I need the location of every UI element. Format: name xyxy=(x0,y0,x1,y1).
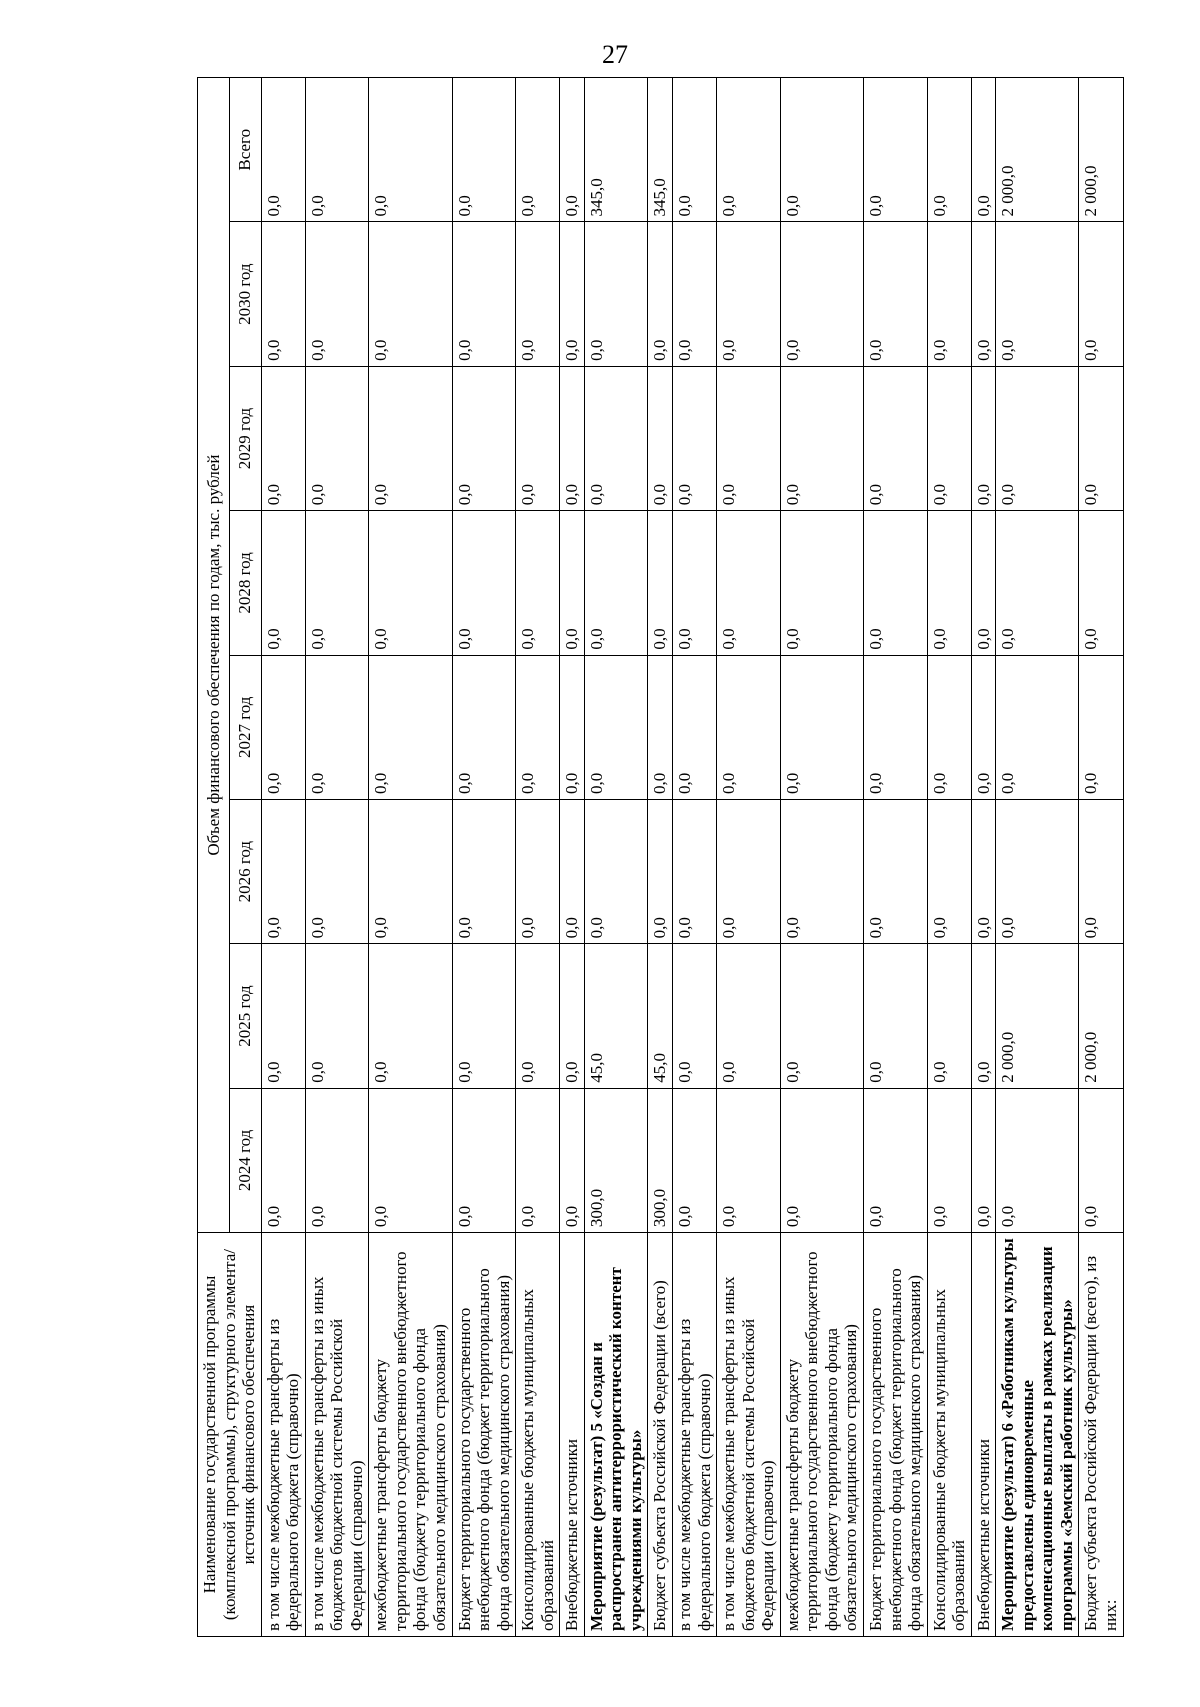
row-year-value: 0,0 xyxy=(971,511,996,655)
table-row xyxy=(927,78,971,1637)
row-year-value: 0,0 xyxy=(673,800,717,944)
row-name: в том числе межбюджетные трансферты из федерального бюджета (справочно) xyxy=(673,1233,717,1637)
row-year-value: 0,0 xyxy=(863,222,927,366)
row-year-value: 0,0 xyxy=(863,511,927,655)
row-year-value: 0,0 xyxy=(261,366,305,510)
table-row xyxy=(560,78,585,1637)
row-year-value: 45,0 xyxy=(648,944,673,1088)
row-year-value: 0,0 xyxy=(648,511,673,655)
header-year: 2027 год xyxy=(229,655,261,799)
row-year-value: 0,0 xyxy=(560,655,585,799)
row-year-value: 0,0 xyxy=(560,511,585,655)
row-total-value: 0,0 xyxy=(717,78,781,223)
row-name: Бюджет территориального государственного внебюджетного фонда (бюджет территориального фонда обязательного медицинского страхования) xyxy=(452,1233,516,1637)
table-row xyxy=(673,78,717,1637)
header-year: 2026 год xyxy=(229,800,261,944)
row-year-value: 0,0 xyxy=(516,944,560,1088)
row-year-value: 0,0 xyxy=(560,944,585,1088)
row-year-value: 0,0 xyxy=(1079,511,1123,655)
row-year-value: 2 000,0 xyxy=(996,944,1079,1088)
row-year-value: 0,0 xyxy=(369,655,452,799)
row-year-value: 0,0 xyxy=(369,366,452,510)
row-year-value: 0,0 xyxy=(927,366,971,510)
row-year-value: 0,0 xyxy=(971,800,996,944)
row-year-value: 0,0 xyxy=(673,222,717,366)
row-year-value: 0,0 xyxy=(560,1088,585,1232)
row-year-value: 0,0 xyxy=(780,944,863,1088)
row-year-value: 0,0 xyxy=(369,944,452,1088)
row-name: в том числе межбюджетные трансферты из иных бюджетов бюджетной системы Российской Федерации (справочно) xyxy=(305,1233,369,1637)
table-row xyxy=(971,78,996,1637)
row-year-value: 0,0 xyxy=(863,1088,927,1232)
row-year-value: 0,0 xyxy=(648,655,673,799)
table-row xyxy=(584,78,648,1637)
row-year-value: 0,0 xyxy=(673,511,717,655)
row-year-value: 0,0 xyxy=(261,222,305,366)
row-year-value: 0,0 xyxy=(996,511,1079,655)
row-year-value: 0,0 xyxy=(261,944,305,1088)
row-total-value: 2 000,0 xyxy=(996,78,1079,223)
header-year: 2025 год xyxy=(229,944,261,1088)
row-year-value: 0,0 xyxy=(863,800,927,944)
row-year-value: 0,0 xyxy=(971,944,996,1088)
row-total-value: 0,0 xyxy=(780,78,863,223)
row-year-value: 0,0 xyxy=(971,222,996,366)
header-year: 2029 год xyxy=(229,366,261,510)
row-year-value: 0,0 xyxy=(584,366,648,510)
page-number: 27 xyxy=(602,40,628,69)
row-year-value: 0,0 xyxy=(369,1088,452,1232)
row-total-value: 0,0 xyxy=(560,78,585,223)
row-total-value: 0,0 xyxy=(452,78,516,223)
row-year-value: 0,0 xyxy=(863,655,927,799)
row-year-value: 0,0 xyxy=(863,366,927,510)
row-total-value: 0,0 xyxy=(863,78,927,223)
row-name: Бюджет субъекта Российской Федерации (всего), из них: xyxy=(1079,1233,1123,1637)
row-name: межбюджетные трансферты бюджету территориального государственного внебюджетного фонда (бюджету территориального фонда обязательного медицинского страхования) xyxy=(780,1233,863,1637)
row-year-value: 0,0 xyxy=(927,222,971,366)
row-year-value: 0,0 xyxy=(648,800,673,944)
header-year: 2030 год xyxy=(229,222,261,366)
row-year-value: 0,0 xyxy=(673,366,717,510)
row-year-value: 0,0 xyxy=(927,511,971,655)
row-year-value: 0,0 xyxy=(996,1088,1079,1232)
row-year-value: 0,0 xyxy=(673,655,717,799)
row-name: Консолидированные бюджеты муниципальных образований xyxy=(927,1233,971,1637)
financing-table-rotated xyxy=(197,77,1120,1637)
table-row xyxy=(1079,78,1123,1637)
row-year-value: 300,0 xyxy=(648,1088,673,1232)
row-year-value: 0,0 xyxy=(584,800,648,944)
row-year-value: 0,0 xyxy=(452,366,516,510)
row-year-value: 0,0 xyxy=(780,511,863,655)
row-year-value: 0,0 xyxy=(927,944,971,1088)
row-year-value: 0,0 xyxy=(261,800,305,944)
row-total-value: 0,0 xyxy=(927,78,971,223)
table-row xyxy=(261,78,305,1637)
row-year-value: 300,0 xyxy=(584,1088,648,1232)
table-row xyxy=(717,78,781,1637)
row-year-value: 0,0 xyxy=(305,800,369,944)
row-name: в том числе межбюджетные трансферты из иных бюджетов бюджетной системы Российской Федерации (справочно) xyxy=(717,1233,781,1637)
row-year-value: 0,0 xyxy=(648,366,673,510)
row-year-value: 0,0 xyxy=(452,655,516,799)
row-total-value: 0,0 xyxy=(261,78,305,223)
row-total-value: 0,0 xyxy=(516,78,560,223)
row-name: межбюджетные трансферты бюджету территориального государственного внебюджетного фонда (бюджету территориального фонда обязательного медицинского страхования) xyxy=(369,1233,452,1637)
row-year-value: 0,0 xyxy=(261,1088,305,1232)
row-year-value: 0,0 xyxy=(717,1088,781,1232)
row-year-value: 0,0 xyxy=(996,800,1079,944)
table-body xyxy=(261,78,1123,1637)
table-row xyxy=(863,78,927,1637)
header-year: 2024 год xyxy=(229,1088,261,1232)
row-year-value: 0,0 xyxy=(369,511,452,655)
row-year-value: 0,0 xyxy=(560,800,585,944)
row-year-value: 0,0 xyxy=(927,1088,971,1232)
table-row xyxy=(305,78,369,1637)
row-year-value: 0,0 xyxy=(305,655,369,799)
row-year-value: 0,0 xyxy=(717,944,781,1088)
row-name: Бюджет территориального государственного внебюджетного фонда (бюджет территориального фонда обязательного медицинского страхования) xyxy=(863,1233,927,1637)
row-year-value: 0,0 xyxy=(369,222,452,366)
row-year-value: 0,0 xyxy=(717,366,781,510)
table-row xyxy=(648,78,673,1637)
header-volume-title: Объем финансового обеспечения по годам, тыс. рублей xyxy=(198,78,230,1233)
row-year-value: 0,0 xyxy=(305,1088,369,1232)
row-year-value: 0,0 xyxy=(780,222,863,366)
row-year-value: 0,0 xyxy=(927,800,971,944)
row-total-value: 0,0 xyxy=(971,78,996,223)
row-year-value: 0,0 xyxy=(971,655,996,799)
row-year-value: 0,0 xyxy=(516,222,560,366)
row-year-value: 0,0 xyxy=(971,1088,996,1232)
row-year-value: 2 000,0 xyxy=(1079,944,1123,1088)
row-year-value: 0,0 xyxy=(452,222,516,366)
row-year-value: 0,0 xyxy=(305,222,369,366)
row-year-value: 0,0 xyxy=(261,655,305,799)
row-year-value: 0,0 xyxy=(1079,800,1123,944)
row-year-value: 0,0 xyxy=(996,366,1079,510)
row-year-value: 0,0 xyxy=(516,511,560,655)
row-total-value: 0,0 xyxy=(305,78,369,223)
row-name: Бюджет субъекта Российской Федерации (всего) xyxy=(648,1233,673,1637)
row-year-value: 0,0 xyxy=(971,366,996,510)
row-year-value: 0,0 xyxy=(717,511,781,655)
header-year: 2028 год xyxy=(229,511,261,655)
row-name: Внебюджетные источники xyxy=(971,1233,996,1637)
row-year-value: 0,0 xyxy=(560,222,585,366)
row-year-value: 0,0 xyxy=(1079,655,1123,799)
row-total-value: 345,0 xyxy=(648,78,673,223)
row-name: Внебюджетные источники xyxy=(560,1233,585,1637)
table-row xyxy=(516,78,560,1637)
row-year-value: 0,0 xyxy=(516,1088,560,1232)
row-year-value: 0,0 xyxy=(516,366,560,510)
row-year-value: 45,0 xyxy=(584,944,648,1088)
row-year-value: 0,0 xyxy=(717,800,781,944)
row-year-value: 0,0 xyxy=(261,511,305,655)
row-year-value: 0,0 xyxy=(673,1088,717,1232)
row-year-value: 0,0 xyxy=(369,800,452,944)
row-year-value: 0,0 xyxy=(584,222,648,366)
row-total-value: 2 000,0 xyxy=(1079,78,1123,223)
row-year-value: 0,0 xyxy=(996,222,1079,366)
row-year-value: 0,0 xyxy=(305,366,369,510)
row-name: Мероприятие (результат) 5 «Создан и распространен антитеррористический контент учреждениями культуры» xyxy=(584,1233,648,1637)
row-total-value: 0,0 xyxy=(673,78,717,223)
header-total: Всего xyxy=(229,78,261,223)
row-year-value: 0,0 xyxy=(648,222,673,366)
row-year-value: 0,0 xyxy=(1079,1088,1123,1232)
header-name-column: Наименование государственной программы (комплексной программы), структурного элемента/источник финансового обеспечения xyxy=(198,1233,262,1637)
row-total-value: 345,0 xyxy=(584,78,648,223)
row-year-value: 0,0 xyxy=(452,800,516,944)
header-row xyxy=(198,78,230,1637)
row-year-value: 0,0 xyxy=(780,366,863,510)
financing-table xyxy=(197,77,1124,1637)
table-row xyxy=(996,78,1079,1637)
row-name: Консолидированные бюджеты муниципальных образований xyxy=(516,1233,560,1637)
row-year-value: 0,0 xyxy=(584,655,648,799)
row-year-value: 0,0 xyxy=(1079,222,1123,366)
row-year-value: 0,0 xyxy=(516,655,560,799)
row-year-value: 0,0 xyxy=(305,944,369,1088)
row-year-value: 0,0 xyxy=(780,1088,863,1232)
row-name: Мероприятие (результат) 6 «Работникам культуры предоставлены единовременные компенсационные выплаты в рамках реализации программы «Земский работник культуры» xyxy=(996,1233,1079,1637)
row-year-value: 0,0 xyxy=(863,944,927,1088)
row-year-value: 0,0 xyxy=(780,655,863,799)
row-year-value: 0,0 xyxy=(717,222,781,366)
row-year-value: 0,0 xyxy=(717,655,781,799)
row-year-value: 0,0 xyxy=(584,511,648,655)
row-year-value: 0,0 xyxy=(1079,366,1123,510)
table-row xyxy=(780,78,863,1637)
row-year-value: 0,0 xyxy=(560,366,585,510)
row-year-value: 0,0 xyxy=(996,655,1079,799)
row-year-value: 0,0 xyxy=(305,511,369,655)
row-year-value: 0,0 xyxy=(452,511,516,655)
row-total-value: 0,0 xyxy=(369,78,452,223)
row-name: в том числе межбюджетные трансферты из федерального бюджета (справочно) xyxy=(261,1233,305,1637)
row-year-value: 0,0 xyxy=(452,1088,516,1232)
table-row xyxy=(452,78,516,1637)
row-year-value: 0,0 xyxy=(927,655,971,799)
row-year-value: 0,0 xyxy=(780,800,863,944)
table-row xyxy=(369,78,452,1637)
row-year-value: 0,0 xyxy=(516,800,560,944)
row-year-value: 0,0 xyxy=(673,944,717,1088)
row-year-value: 0,0 xyxy=(452,944,516,1088)
